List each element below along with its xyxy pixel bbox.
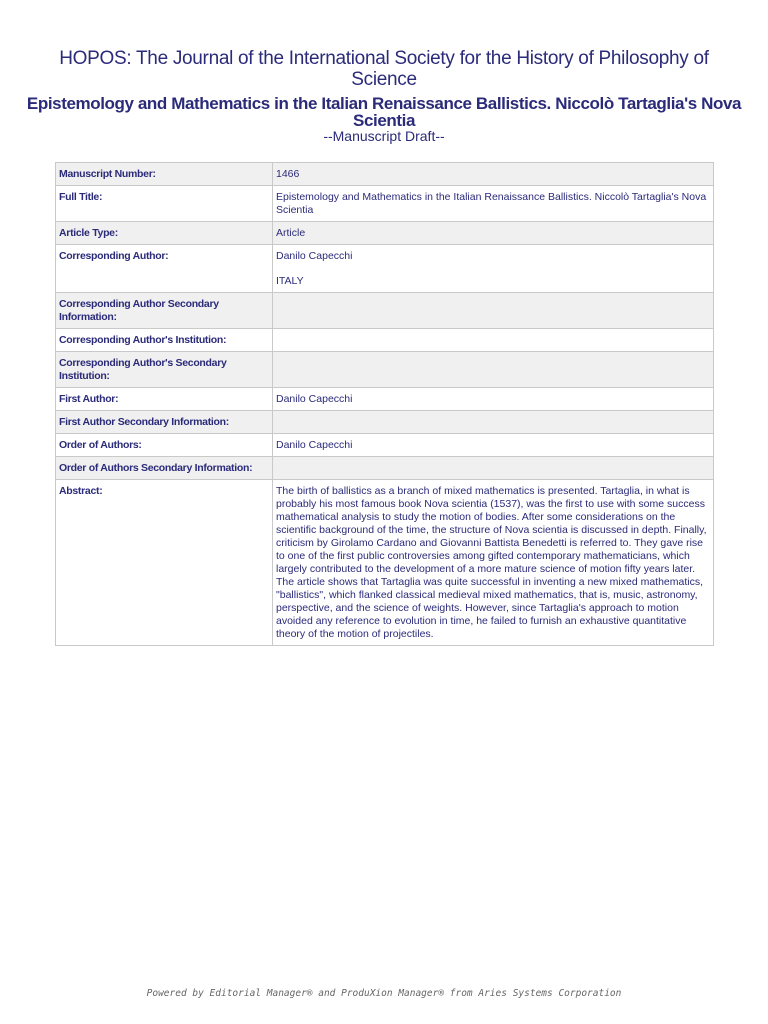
row-full-title: [56, 186, 714, 222]
row-first-author-secondary: [56, 411, 714, 434]
row-label: Abstract:: [56, 480, 273, 646]
row-abstract: [56, 480, 714, 646]
row-label: Manuscript Number:: [56, 163, 273, 186]
row-label: First Author:: [56, 388, 273, 411]
row-corresponding-author-secondary-institution: [56, 352, 714, 388]
row-corresponding-author: [56, 245, 714, 293]
row-value: [273, 457, 714, 480]
row-value: [273, 411, 714, 434]
row-label: Corresponding Author:: [56, 245, 273, 293]
row-manuscript-number: [56, 163, 714, 186]
row-label: Corresponding Author's Institution:: [56, 329, 273, 352]
row-value: [273, 245, 714, 293]
footer-powered-by: Powered by Editorial Manager® and ProduXion Manager® from Aries Systems Corporation: [146, 988, 622, 999]
abstract-text: The birth of ballistics as a branch of mixed mathematics is presented. Tartaglia, in what is probably his most famous book Nova scientia (1537), was the first to use with some success mathematical analysis to study the motion of bodies. After some considerations on the scientific background of the time, the structure of Nova scientia is discussed in depth. Finally, criticism by Girolamo Cardano and Giovanni Battista Benedetti is referred to. They gave rise to one of the first public controversies among gifted contemporary mathematicians, which largely contributed to the development of a more mature science of motion fifty years later. The article shows that Tartaglia was quite successful in inventing a new mixed mathematics, "ballistics", which flanked classical medieval mixed mathematics, that is, music, astronomy, perspective, and the science of weights. However, since Tartaglia's approach to motion avoided any reference to evolution in time, he failed to furnish an exhaustive quantitative theory of the motion of projectiles.: [273, 480, 714, 646]
row-value: Danilo Capecchi: [273, 434, 714, 457]
row-value: Article: [273, 222, 714, 245]
row-value: Danilo Capecchi: [273, 388, 714, 411]
spacer: [276, 263, 710, 275]
draft-label: --Manuscript Draft--: [323, 128, 445, 144]
row-article-type: [56, 222, 714, 245]
row-label: Order of Authors:: [56, 434, 273, 457]
manuscript-info-table: [55, 162, 714, 646]
journal-title: HOPOS: The Journal of the International Society for the History of Philosophy of Science: [59, 48, 709, 90]
row-label: Order of Authors Secondary Information:: [56, 457, 273, 480]
row-order-of-authors: [56, 434, 714, 457]
row-value: Epistemology and Mathematics in the Italian Renaissance Ballistics. Niccolò Tartaglia's Nova Scientia: [273, 186, 714, 222]
row-value: [273, 329, 714, 352]
row-corresponding-author-institution: [56, 329, 714, 352]
corresponding-author-country: ITALY: [276, 275, 304, 287]
row-label: Corresponding Author Secondary Information:: [56, 293, 273, 329]
row-label: First Author Secondary Information:: [56, 411, 273, 434]
row-label: Corresponding Author's Secondary Institution:: [56, 352, 273, 388]
row-label: Full Title:: [56, 186, 273, 222]
row-order-of-authors-secondary: [56, 457, 714, 480]
row-value: [273, 293, 714, 329]
corresponding-author-name: Danilo Capecchi: [276, 250, 353, 262]
article-title: Epistemology and Mathematics in the Italian Renaissance Ballistics. Niccolò Tartaglia's Nova Scientia: [26, 94, 742, 130]
row-value: [273, 352, 714, 388]
row-first-author: [56, 388, 714, 411]
document-header: [0, 48, 768, 144]
row-corresponding-author-secondary: [56, 293, 714, 329]
row-value: 1466: [273, 163, 714, 186]
row-label: Article Type:: [56, 222, 273, 245]
